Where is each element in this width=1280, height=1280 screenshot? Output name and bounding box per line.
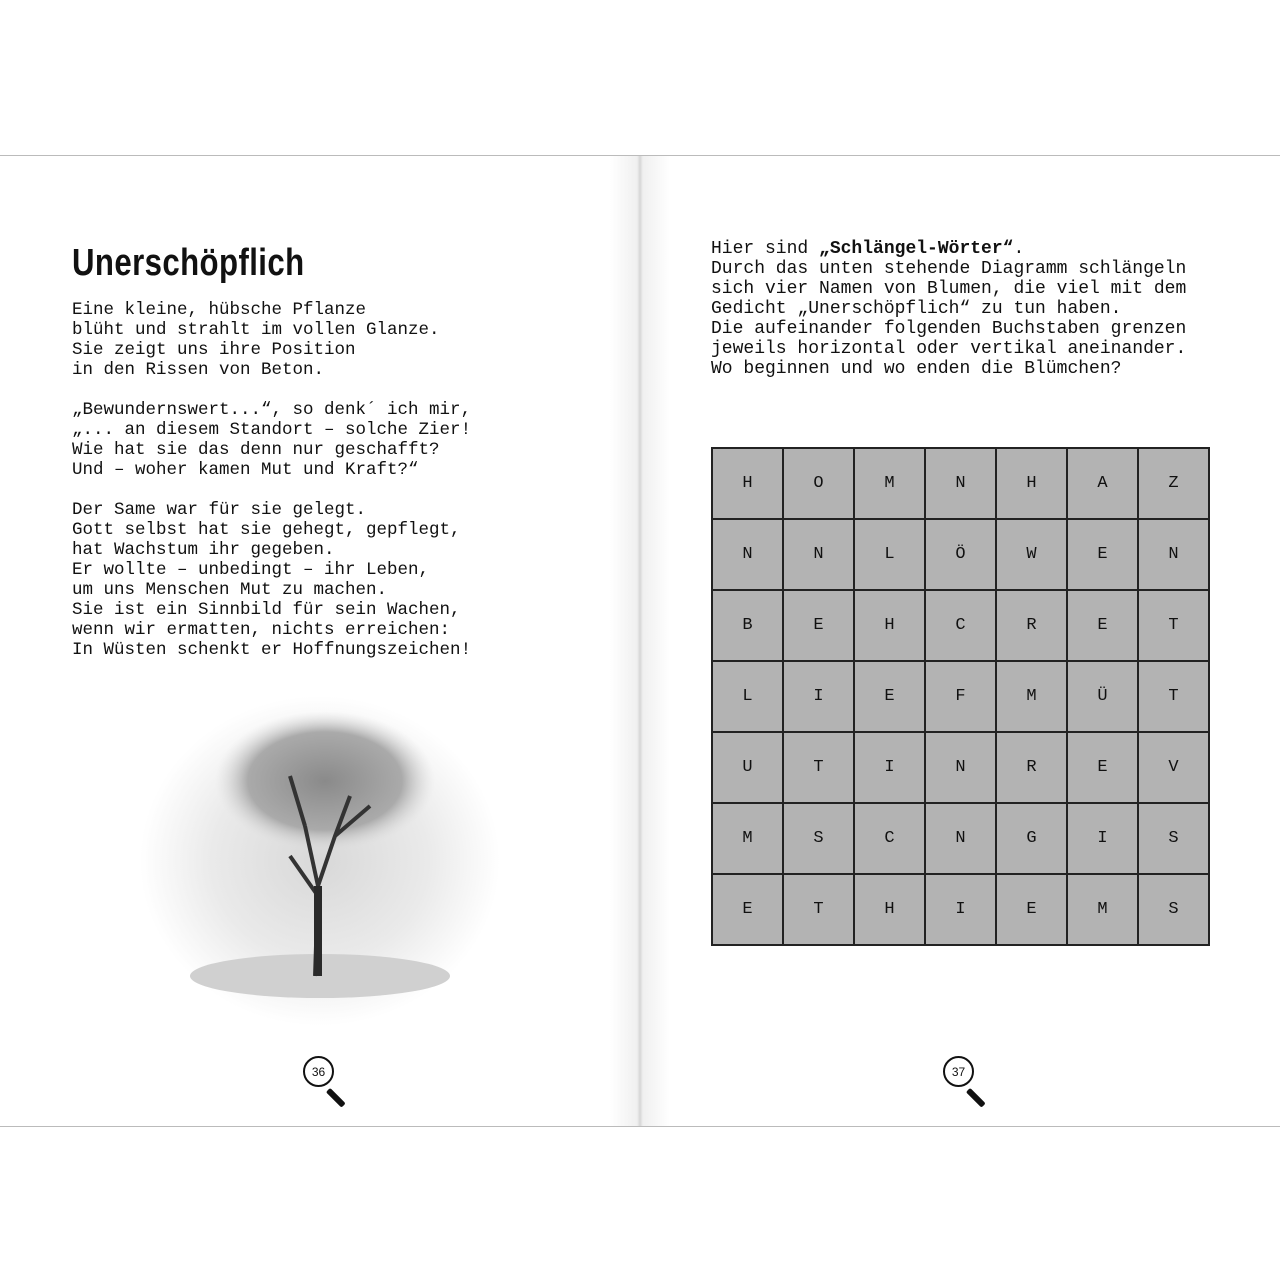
tree-illustration	[140, 686, 500, 1026]
poem	[72, 300, 471, 680]
grid-cell: I	[925, 874, 996, 945]
book-spread	[0, 155, 1280, 1127]
grid-cell: I	[783, 661, 854, 732]
poem-line: hat Wachstum ihr gegeben.	[72, 540, 335, 560]
grid-cell: S	[783, 803, 854, 874]
grid-cell: A	[1067, 448, 1138, 519]
instruction-line: Durch das unten stehende Diagramm schlängeln	[711, 259, 1187, 279]
grid-cell: H	[854, 874, 925, 945]
poem-line: blüht und strahlt im vollen Glanze.	[72, 320, 440, 340]
page-number-left	[303, 1056, 363, 1106]
grid-cell: R	[996, 732, 1067, 803]
grid-cell: N	[925, 732, 996, 803]
poem-line: In Wüsten schenkt er Hoffnungszeichen!	[72, 640, 472, 660]
grid-cell: E	[854, 661, 925, 732]
instruction-line: Gedicht „Unerschöpflich“ zu tun haben.	[711, 299, 1122, 319]
poem-stanza	[72, 400, 471, 480]
grid-cell: C	[854, 803, 925, 874]
grid-cell: E	[712, 874, 783, 945]
grid-cell: E	[1067, 732, 1138, 803]
poem-stanza	[72, 300, 471, 380]
grid-cell: H	[712, 448, 783, 519]
poem-line: Sie ist ein Sinnbild für sein Wachen,	[72, 600, 461, 620]
grid-cell: M	[1067, 874, 1138, 945]
instruction-line: sich vier Namen von Blumen, die viel mit dem	[711, 279, 1187, 299]
instruction-line: jeweils horizontal oder vertikal aneinander.	[711, 339, 1187, 359]
grid-cell: S	[1138, 874, 1209, 945]
grid-cell: N	[1138, 519, 1209, 590]
grid-cell: S	[1138, 803, 1209, 874]
grid-cell: E	[1067, 590, 1138, 661]
grid-cell: Ü	[1067, 661, 1138, 732]
grid-cell: Ö	[925, 519, 996, 590]
grid-cell: C	[925, 590, 996, 661]
grid-cell: L	[854, 519, 925, 590]
grid-cell: E	[996, 874, 1067, 945]
grid-cell: M	[854, 448, 925, 519]
poem-title: Unerschöpflich	[72, 242, 305, 284]
poem-line: „... an diesem Standort – solche Zier!	[72, 420, 472, 440]
grid-cell: V	[1138, 732, 1209, 803]
grid-cell: N	[712, 519, 783, 590]
instruction-line: Wo beginnen und wo enden die Blümchen?	[711, 359, 1122, 379]
magnifier-icon: 37	[943, 1056, 974, 1087]
magnifier-icon: 36	[303, 1056, 334, 1087]
puzzle-instructions: Hier sind „Schlängel-Wörter“. Durch das unten stehende Diagramm schlängeln sich vier Namen von Blumen, die viel mit dem Gedicht „Unerschöpflich“ zu tun haben. Die aufeinander folgenden Buchstaben grenzen jeweils horizontal oder vertikal aneinander. Wo beginnen und wo enden die Blümchen?	[711, 239, 1187, 379]
poem-line: Eine kleine, hübsche Pflanze	[72, 300, 367, 320]
poem-line: „Bewundernswert...“, so denk´ ich mir,	[72, 400, 472, 420]
grid-cell: M	[996, 661, 1067, 732]
grid-cell: T	[783, 732, 854, 803]
grid-cell: U	[712, 732, 783, 803]
page-number-right	[943, 1056, 1003, 1106]
grid-cell: O	[783, 448, 854, 519]
grid-cell: N	[783, 519, 854, 590]
grid-cell: T	[783, 874, 854, 945]
instruction-line: Die aufeinander folgenden Buchstaben grenzen	[711, 319, 1187, 339]
grid-cell: T	[1138, 661, 1209, 732]
poem-line: Gott selbst hat sie gehegt, gepflegt,	[72, 520, 461, 540]
grid-cell: E	[1067, 519, 1138, 590]
grid-cell: R	[996, 590, 1067, 661]
grid-cell: N	[925, 448, 996, 519]
poem-line: Der Same war für sie gelegt.	[72, 500, 367, 520]
grid-cell: F	[925, 661, 996, 732]
poem-line: Wie hat sie das denn nur geschafft?	[72, 440, 440, 460]
poem-stanza	[72, 500, 471, 660]
grid-cell: M	[712, 803, 783, 874]
grid-cell: I	[1067, 803, 1138, 874]
poem-line: in den Rissen von Beton.	[72, 360, 325, 380]
grid-cell: H	[996, 448, 1067, 519]
grid-cell: Z	[1138, 448, 1209, 519]
grid-cell: B	[712, 590, 783, 661]
grid-cell: H	[854, 590, 925, 661]
poem-line: Sie zeigt uns ihre Position	[72, 340, 356, 360]
grid-cell: G	[996, 803, 1067, 874]
grid-cell: W	[996, 519, 1067, 590]
grid-cell: N	[925, 803, 996, 874]
grid-cell: T	[1138, 590, 1209, 661]
letter-grid	[711, 447, 1210, 946]
poem-line: Und – woher kamen Mut und Kraft?“	[72, 460, 419, 480]
poem-line: wenn wir ermatten, nichts erreichen:	[72, 620, 451, 640]
poem-line: Er wollte – unbedingt – ihr Leben,	[72, 560, 430, 580]
grid-cell: E	[783, 590, 854, 661]
poem-line: um uns Menschen Mut zu machen.	[72, 580, 388, 600]
grid-cell: L	[712, 661, 783, 732]
book-gutter	[610, 156, 670, 1126]
grid-cell: I	[854, 732, 925, 803]
